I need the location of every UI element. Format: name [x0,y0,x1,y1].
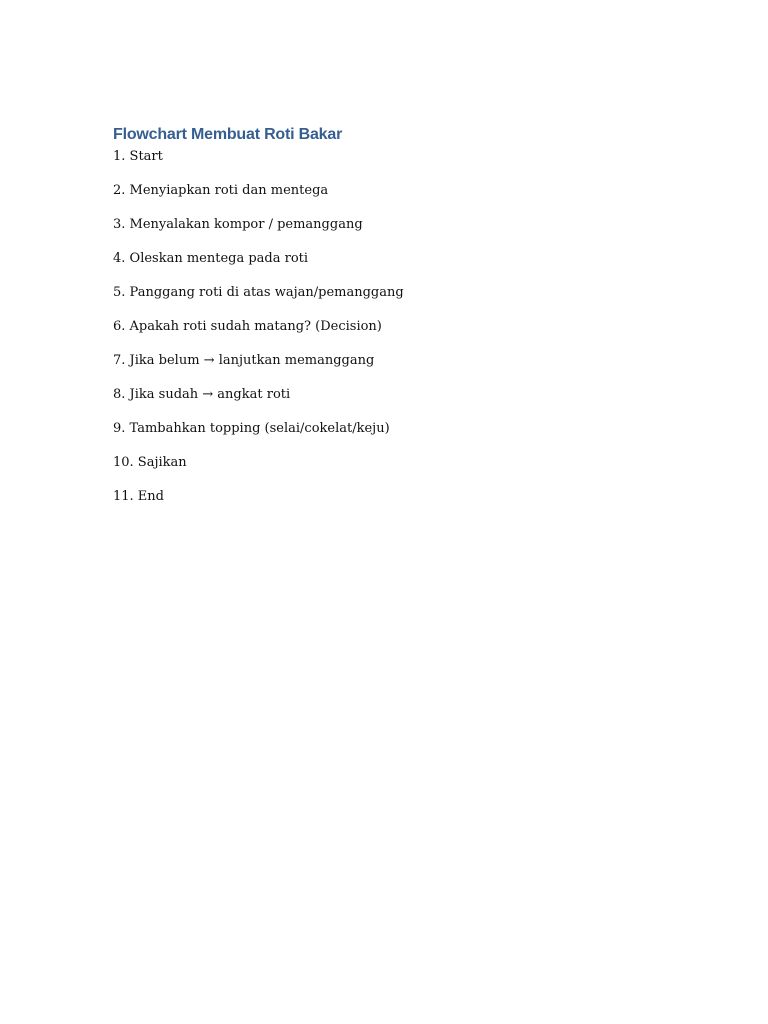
step-add-topping: 9. Tambahkan topping (selai/cokelat/keju) [113,421,390,436]
document-body [113,124,673,522]
document-title: Flowchart Membuat Roti Bakar [113,126,343,143]
step-turn-on-stove: 3. Menyalakan kompor / pemanggang [113,217,363,232]
steps-list [113,148,673,522]
step-decision: 6. Apakah roti sudah matang? (Decision) [113,319,382,334]
step-if-done: 8. Jika sudah → angkat roti [113,387,291,402]
step-prepare-bread: 2. Menyiapkan roti dan mentega [113,183,329,198]
step-toast-bread: 5. Panggang roti di atas wajan/pemanggang [113,285,404,300]
step-serve: 10. Sajikan [113,455,187,470]
step-spread-butter: 4. Oleskan mentega pada roti [113,251,309,266]
step-if-not-done: 7. Jika belum → lanjutkan memanggang [113,353,375,368]
step-start: 1. Start [113,149,163,164]
step-end: 11. End [113,489,164,504]
